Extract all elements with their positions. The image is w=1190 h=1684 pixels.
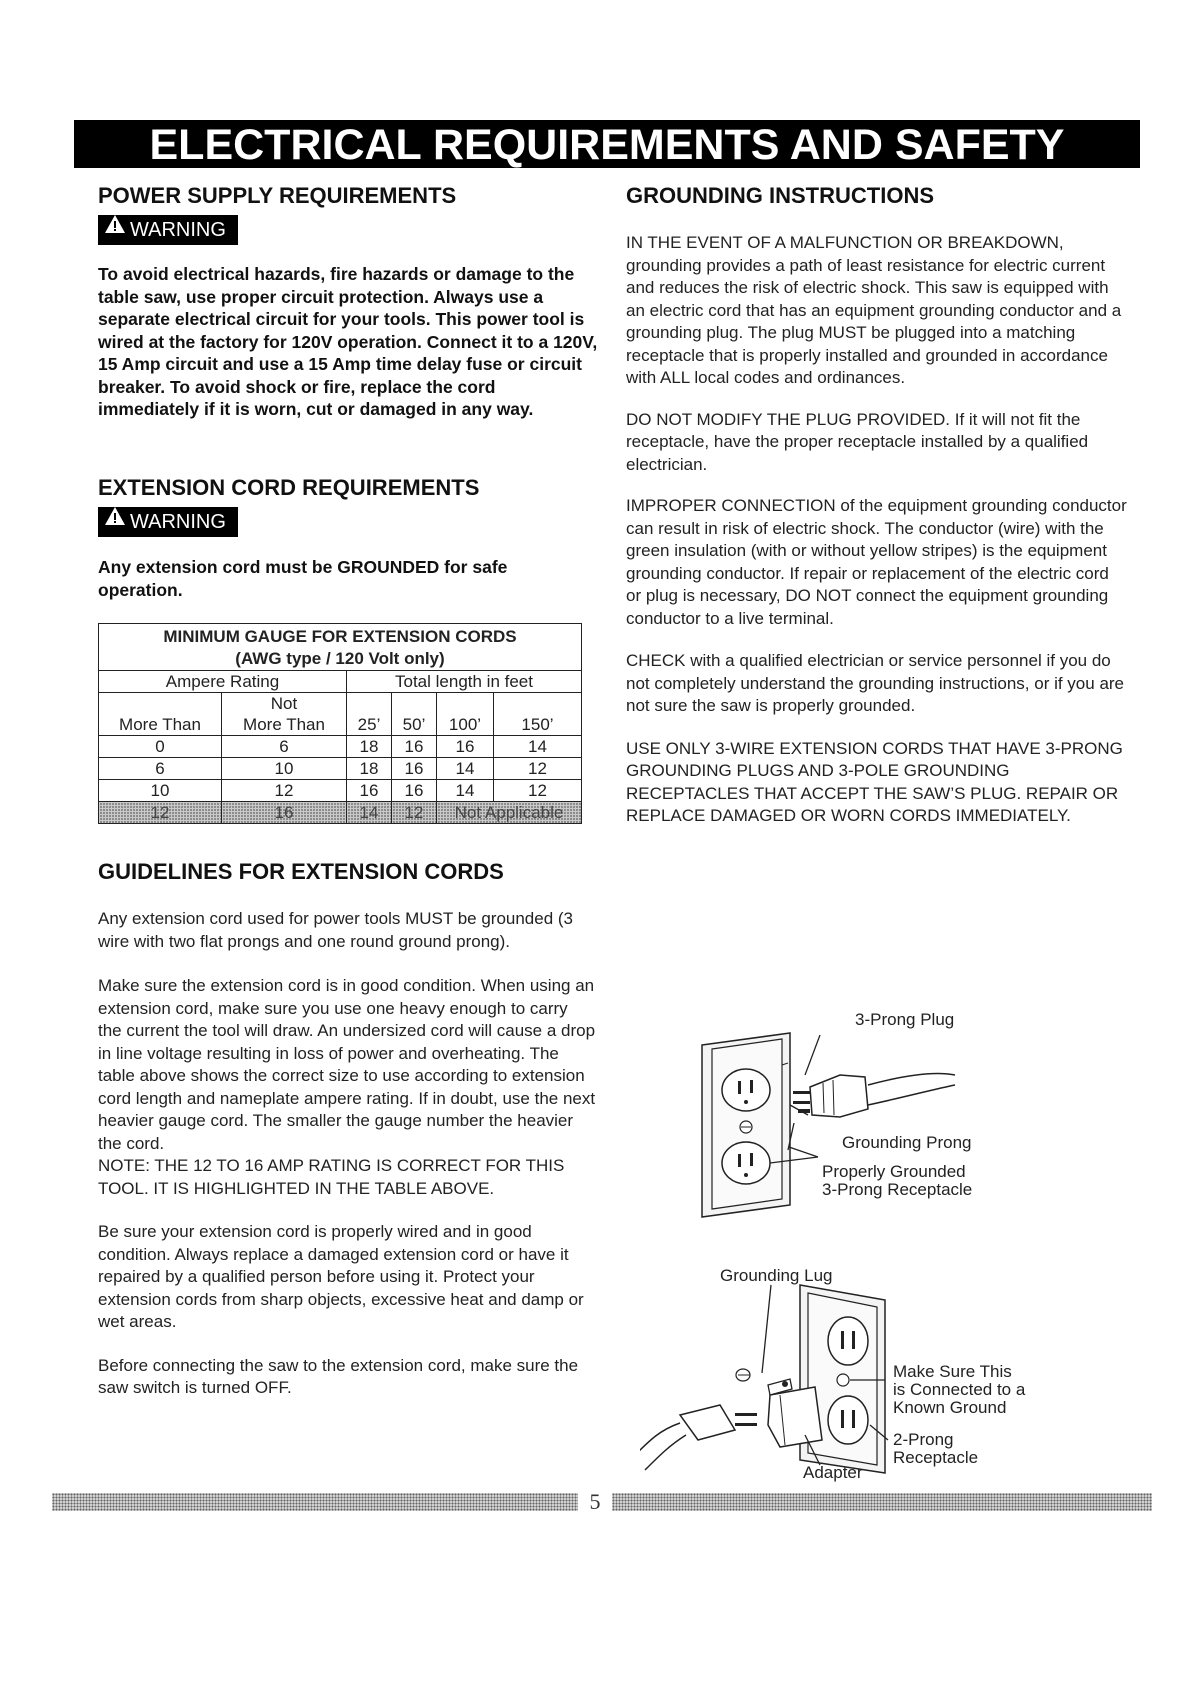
warning-icon <box>104 505 126 536</box>
more-than-header: More Than <box>99 693 222 736</box>
guidelines-paragraph-4: Before connecting the saw to the extension cord, make sure the saw switch is turned OFF. <box>98 1355 579 1397</box>
grounding-paragraph-3: IMPROPER CONNECTION of the equipment grounding conductor can result in risk of electric shock. The conductor (wire) with the green insulation (with or without yellow stripes) is the equipment grounding conductor. If repair or replacement of the electric cord or plug is necessary, DO NOT connect the equipment grounding conductor to a live terminal. <box>626 496 1127 628</box>
length-150-header: 150’ <box>494 693 582 736</box>
table-cell: 12 <box>99 802 222 824</box>
grounding-paragraph-4: CHECK with a qualified electrician or service personnel if you do not completely understand the grounding instructions, or if you are not sure the saw is properly grounded. <box>626 651 1125 715</box>
length-50-header: 50’ <box>392 693 437 736</box>
extension-cord-text: Any extension cord must be GROUNDED for safe operation. <box>98 557 508 600</box>
footer-bar-left <box>52 1493 578 1511</box>
guidelines-paragraph-2: Make sure the extension cord is in good condition. When using an extension cord, make sure you use one heavy enough to carry the current the tool will draw. An undersized cord will cause a drop in line voltage resulting in loss of power and overheating. The table above shows the correct size to use according to extension cord length and nameplate ampere rating. If in doubt, use the next heavier gauge cord. The smaller the gauge number the heavier the cord. <box>98 976 596 1153</box>
table-cell: 14 <box>347 802 392 824</box>
guidelines-note: NOTE: THE 12 TO 16 AMP RATING IS CORRECT FOR THIS TOOL. IT IS HIGHLIGHTED IN THE TABLE ABOVE. <box>98 1156 565 1198</box>
table-cell: 12 <box>494 758 582 780</box>
three-prong-plug-label: 3-Prong Plug <box>855 1010 955 1029</box>
warning-label <box>98 507 238 537</box>
ampere-rating-header: Ampere Rating <box>99 671 347 693</box>
table-cell: 10 <box>222 758 347 780</box>
table-cell: 16 <box>392 758 437 780</box>
length-25-header: 25’ <box>347 693 392 736</box>
table-cell: 6 <box>99 758 222 780</box>
grounding-heading: GROUNDING INSTRUCTIONS <box>626 183 934 208</box>
grounding-lug-label: Grounding Lug <box>720 1266 833 1285</box>
two-prong-label-line-1: 2-Prong <box>893 1430 954 1449</box>
table-cell: 6 <box>222 736 347 758</box>
warning-text: WARNING <box>130 219 226 241</box>
not-more-than-header: More Than <box>222 714 347 736</box>
page-banner: ELECTRICAL REQUIREMENTS AND SAFETY <box>74 120 1140 168</box>
table-cell: 16 <box>392 736 437 758</box>
gauge-table <box>98 623 582 824</box>
table-cell: 16 <box>392 780 437 802</box>
three-prong-figure <box>690 1005 1110 1220</box>
grounding-prong-label: Grounding Prong <box>842 1133 972 1152</box>
table-cell: 14 <box>494 736 582 758</box>
make-sure-label-line-2: is Connected to a <box>893 1380 1026 1399</box>
table-cell: 16 <box>437 736 494 758</box>
table-row <box>99 780 582 802</box>
table-cell: 16 <box>222 802 347 824</box>
adapter-figure <box>640 1255 1120 1480</box>
table-cell: 14 <box>437 780 494 802</box>
table-row <box>99 758 582 780</box>
footer-bar-right <box>612 1493 1152 1511</box>
two-prong-label-line-2: Receptacle <box>893 1448 979 1467</box>
make-sure-label-line-1: Make Sure This <box>893 1362 1012 1381</box>
grounding-text <box>626 232 1128 828</box>
power-supply-text: To avoid electrical hazards, fire hazards or damage to the table saw, use proper circuit protection. Always use a separate electrical circuit for your tools. This power tool is wired at the factory for 120V operation. Connect it to a 120V, 15 Amp circuit and use a 15 Amp time delay fuse or circuit breaker. To avoid shock or fire, replace the cord immediately if it is worn, cut or damaged in any way. <box>98 264 598 419</box>
receptacle-label-line-1: Properly Grounded <box>822 1162 966 1181</box>
table-cell: 0 <box>99 736 222 758</box>
table-cell: 16 <box>347 780 392 802</box>
table-title: MINIMUM GAUGE FOR EXTENSION CORDS (AWG type / 120 Volt only) <box>99 624 582 671</box>
grounding-paragraph-1: IN THE EVENT OF A MALFUNCTION OR BREAKDOWN, grounding provides a path of least resistance for electric current and reduces the risk of electric shock. This saw is equipped with an electric cord that has an equipment grounding conductor and a grounding plug. The plug MUST be plugged into a matching receptacle that is properly installed and grounded in accordance with ALL local codes and ordinances. <box>626 233 1122 387</box>
receptacle-label-line-2: 3-Prong Receptacle <box>822 1180 973 1199</box>
table-cell: 10 <box>99 780 222 802</box>
not-header: Not <box>222 693 347 715</box>
table-cell: 14 <box>437 758 494 780</box>
adapter-label: Adapter <box>803 1463 863 1482</box>
guidelines-paragraph-3: Be sure your extension cord is properly wired and in good condition. Always replace a damaged extension cord or have it repaired by a qualified person before using it. Protect your extension cords from sharp objects, excessive heat and damp or wet areas. <box>98 1222 584 1331</box>
page-number: 5 <box>589 1489 601 1514</box>
highlighted-table-row <box>99 802 582 824</box>
warning-label <box>98 215 238 245</box>
length-100-header: 100’ <box>437 693 494 736</box>
total-length-header: Total length in feet <box>347 671 582 693</box>
table-cell: 12 <box>222 780 347 802</box>
warning-text: WARNING <box>130 511 226 533</box>
grounding-paragraph-2: DO NOT MODIFY THE PLUG PROVIDED. If it will not fit the receptacle, have the proper receptacle installed by a qualified electrician. <box>626 409 1089 474</box>
table-cell: 18 <box>347 736 392 758</box>
grounding-paragraph-5: USE ONLY 3-WIRE EXTENSION CORDS THAT HAVE 3-PRONG GROUNDING PLUGS AND 3-POLE GROUNDING RECEPTACLES THAT ACCEPT THE SAW’S PLUG. REPAIR OR REPLACE DAMAGED OR WORN CORDS IMMEDIATELY. <box>626 738 1123 825</box>
guidelines-paragraph-1: Any extension cord used for power tools MUST be grounded (3 wire with two flat prongs and one round ground prong). <box>98 909 574 951</box>
table-row <box>99 736 582 758</box>
guidelines-heading: GUIDELINES FOR EXTENSION CORDS <box>98 859 504 884</box>
extension-cord-heading: EXTENSION CORD REQUIREMENTS <box>98 475 480 500</box>
make-sure-label-line-3: Known Ground <box>893 1398 1007 1417</box>
warning-icon <box>104 213 126 244</box>
table-cell: 12 <box>392 802 437 824</box>
table-cell: 18 <box>347 758 392 780</box>
adapter-illustration <box>640 1255 1120 1480</box>
guidelines-text <box>98 908 596 1400</box>
power-supply-heading: POWER SUPPLY REQUIREMENTS <box>98 183 457 208</box>
table-cell: Not Applicable <box>437 802 582 824</box>
table-cell: 12 <box>494 780 582 802</box>
